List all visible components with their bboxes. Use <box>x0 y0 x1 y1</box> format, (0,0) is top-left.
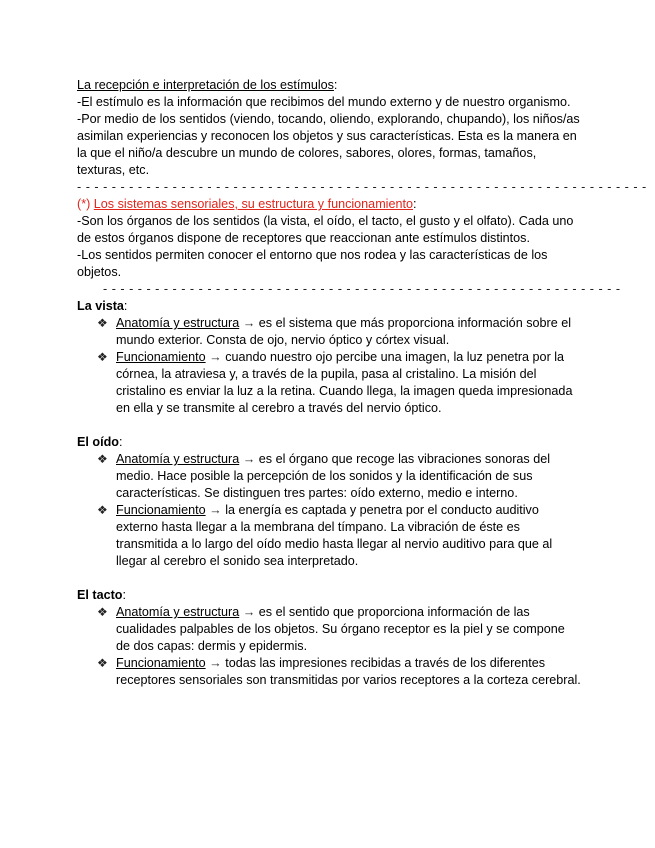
item-label: Anatomía y estructura <box>116 605 240 619</box>
diamond-bullet-icon: ❖ <box>97 316 108 330</box>
item-label: Funcionamiento <box>116 503 206 517</box>
list-item <box>77 655 582 689</box>
section-heading-vista <box>77 298 582 315</box>
diamond-bullet-icon: ❖ <box>97 656 108 670</box>
systems-colon: : <box>413 197 417 211</box>
spacer <box>77 417 582 434</box>
list-item <box>77 502 582 570</box>
intro-heading <box>77 77 582 94</box>
arrow-icon: → <box>239 605 259 619</box>
item-text: es el órgano que recoge las vibraciones sonoras del medio. Hace posible la percepción de los sonidos y la identificación de sus características. Se distinguen tres partes: oído externo, medio e interno. <box>116 452 551 500</box>
intro-colon: : <box>333 78 338 92</box>
divider-long: - - - - - - - - - - - - - - - - - - - - - - - - - - - - - - - - - - - - - - - - - - - - - - - - - - - - - - - - - - - - - - - - - - <box>77 180 647 194</box>
systems-paragraph-2: -Los sentidos permiten conocer el entorno que nos rodea y las características de los objetos. <box>77 248 548 279</box>
vista-list <box>77 315 582 417</box>
oido-heading-text: El oído <box>77 435 119 449</box>
list-item <box>77 604 582 655</box>
systems-heading <box>77 196 582 213</box>
tacto-list <box>77 604 582 689</box>
document-body <box>77 77 647 689</box>
item-label: Anatomía y estructura <box>116 316 240 330</box>
systems-paragraph-1: -Son los órganos de los sentidos (la vista, el oído, el tacto, el gusto y el olfato). Cada uno de estos órganos dispone de receptores que reaccionan ante estímulos distintos. <box>77 214 574 245</box>
tacto-heading-text: El tacto <box>77 588 123 602</box>
diamond-bullet-icon: ❖ <box>97 503 108 517</box>
tacto-colon: : <box>122 588 126 602</box>
list-item <box>77 451 582 502</box>
divider-short: - - - - - - - - - - - - - - - - - - - - - - - - - - - - - - - - - - - - - - - - - - - - - - - - - - - - - - - - - - - - <box>103 282 621 296</box>
arrow-icon: → <box>239 316 259 330</box>
diamond-bullet-icon: ❖ <box>97 350 108 364</box>
item-text: es el sistema que más proporciona información sobre el mundo exterior. Consta de ojo, nervio óptico y córtex visual. <box>116 316 571 347</box>
arrow-icon: → <box>205 350 226 364</box>
systems-title: Los sistemas sensoriales, su estructura y funcionamiento <box>93 197 413 211</box>
item-label: Anatomía y estructura <box>116 452 240 466</box>
arrow-icon: → <box>205 503 226 517</box>
item-label: Funcionamiento <box>116 656 206 670</box>
diamond-bullet-icon: ❖ <box>97 452 108 466</box>
item-text: todas las impresiones recibidas a través de los diferentes receptores sensoriales son transmitidas por varios receptores a la corteza cerebral. <box>116 656 581 687</box>
spacer <box>77 570 582 587</box>
arrow-icon: → <box>239 452 259 466</box>
oido-colon: : <box>118 435 123 449</box>
diamond-bullet-icon: ❖ <box>97 605 108 619</box>
section-heading-oido <box>77 434 582 451</box>
list-item <box>77 349 582 417</box>
item-text: la energía es captada y penetra por el conducto auditivo externo hasta llegar a la membrana del tímpano. La vibración de éste es transmitida a lo largo del oído medio hasta llegar al nervio auditivo para que al llegar al cerebro el sonido sea interpretado. <box>116 503 553 568</box>
item-text: cuando nuestro ojo percibe una imagen, la luz penetra por la córnea, la atraviesa y, a través de la pupila, pasa al cristalino. La misión del cristalino es enviar la luz a la retina. Cuando llega, la imagen queda impresionada en ella y se transmite al cerebro a través del nervio óptico. <box>116 350 573 415</box>
intro-title: La recepción e interpretación de los estímulos <box>77 78 334 92</box>
list-item <box>77 315 582 349</box>
intro-paragraph-2: -Por medio de los sentidos (viendo, tocando, oliendo, explorando, chupando), los niños/as asimilan experiencias y reconocen los objetos y sus características. Esta es la manera en la que el niño/a descubre un mundo de colores, sabores, olores, formas, tamaños, texturas, etc. <box>77 112 580 177</box>
section-heading-tacto <box>77 587 582 604</box>
vista-colon: : <box>123 299 128 313</box>
vista-heading-text: La vista <box>77 299 124 313</box>
arrow-icon: → <box>205 656 226 670</box>
item-label: Funcionamiento <box>116 350 206 364</box>
systems-marker: (*) <box>77 197 94 211</box>
item-text: es el sentido que proporciona información de las cualidades palpables de los objetos. Su órgano receptor es la piel y se compone de dos capas: dermis y epidermis. <box>116 605 565 653</box>
oido-list <box>77 451 582 570</box>
intro-paragraph-1: -El estímulo es la información que recibimos del mundo externo y de nuestro organismo. <box>77 95 571 109</box>
